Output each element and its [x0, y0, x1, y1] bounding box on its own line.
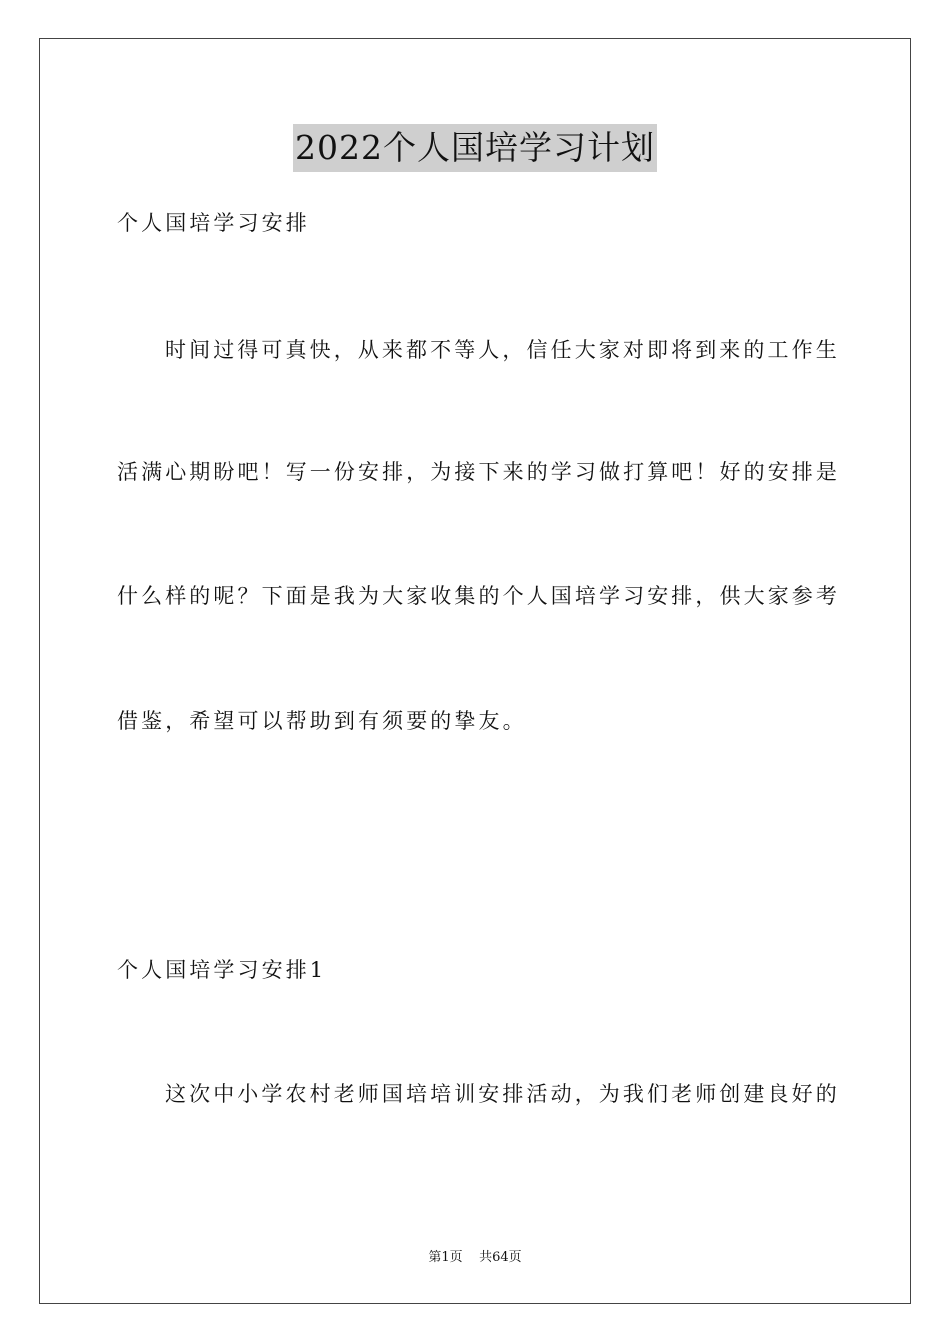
- total-pages: 共64页: [479, 1250, 522, 1265]
- section-heading: 个人国培学习安排1: [117, 958, 327, 982]
- page-number: 第1页: [428, 1250, 463, 1265]
- paragraph-line: 这次中小学农村老师国培培训安排活动，为我们老师创建良好的: [165, 1082, 840, 1106]
- subtitle: 个人国培学习安排: [117, 211, 310, 235]
- paragraph-line: 借鉴，希望可以帮助到有须要的挚友。: [117, 709, 527, 733]
- document-title: 2022个人国培学习计划: [293, 124, 657, 172]
- document-title-wrap: [0, 124, 950, 172]
- paragraph-line: 什么样的呢？下面是我为大家收集的个人国培学习安排，供大家参考: [117, 584, 840, 608]
- paragraph-line: 时间过得可真快，从来都不等人，信任大家对即将到来的工作生: [165, 338, 840, 362]
- paragraph-line: 活满心期盼吧！写一份安排，为接下来的学习做打算吧！好的安排是: [117, 460, 840, 484]
- page-footer: [0, 1246, 950, 1265]
